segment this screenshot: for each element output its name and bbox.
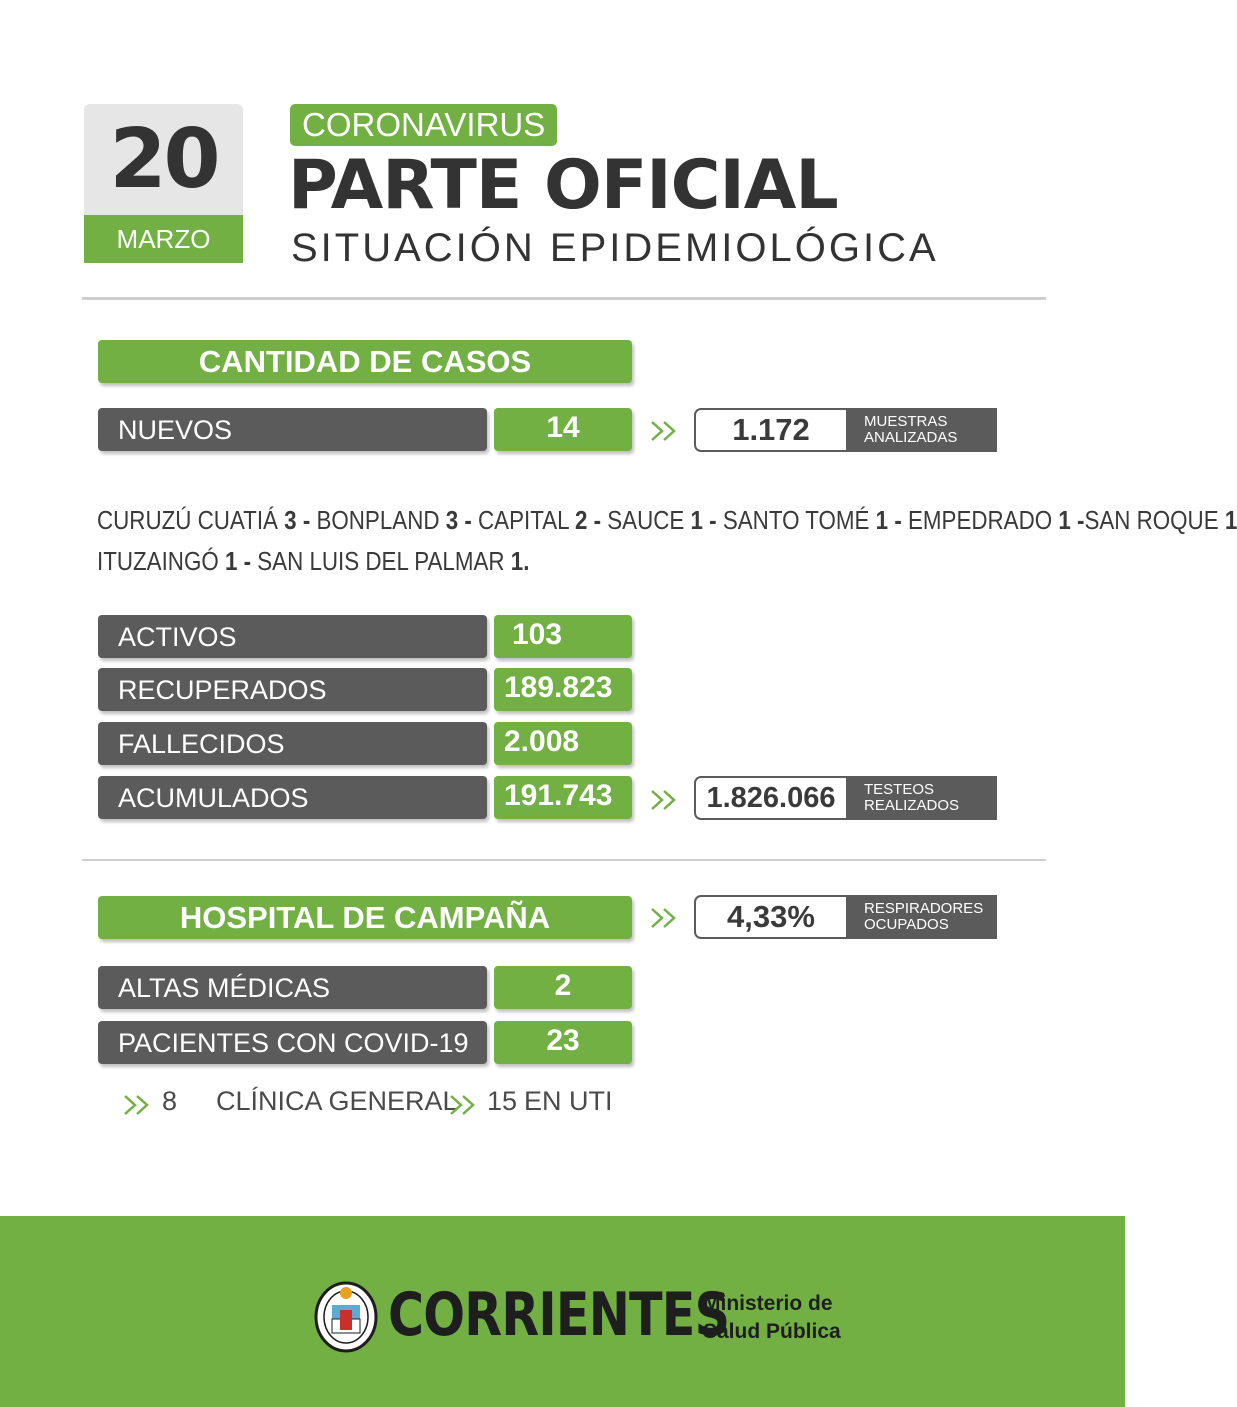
brand-wordmark: CORRIENTES: [388, 1280, 730, 1350]
ministry-line2: Salud Pública: [703, 1320, 841, 1343]
page-subtitle: SITUACIÓN EPIDEMIOLÓGICA: [291, 226, 939, 270]
pacientes-value: 23: [494, 1021, 632, 1064]
uti-count: 15: [487, 1086, 518, 1116]
coronavirus-tag: CORONAVIRUS: [290, 104, 557, 146]
location-count: 3: [284, 505, 297, 535]
location-name: SANTO TOMÉ: [722, 505, 876, 535]
double-chevron-right-icon: [123, 1094, 151, 1116]
uti-label: EN UTI: [524, 1086, 613, 1116]
location-count: 1: [1224, 505, 1237, 535]
clinica-label: CLÍNICA GENERAL: [216, 1086, 458, 1116]
testeos-caption-line2: REALIZADOS: [864, 797, 960, 814]
acumulados-label: ACUMULADOS: [98, 776, 487, 819]
activos-value: 103: [494, 615, 632, 658]
recuperados-label: RECUPERADOS: [98, 668, 487, 711]
double-chevron-right-icon: [650, 907, 678, 929]
location-count: 1: [875, 505, 889, 535]
location-name: BONPLAND: [316, 505, 446, 535]
provincial-seal-icon: [314, 1277, 378, 1353]
fallecidos-value: 2.008: [494, 722, 632, 765]
location-count: 3: [445, 505, 459, 535]
pacientes-label: PACIENTES CON COVID-19: [98, 1021, 487, 1064]
cases-banner: CANTIDAD DE CASOS: [98, 340, 632, 383]
location-count: 1: [1058, 505, 1071, 535]
testeos-box: [694, 776, 997, 820]
location-count: 1: [224, 546, 238, 576]
locations-line: [97, 541, 923, 582]
location-separator: -: [458, 505, 479, 535]
altas-value: 2: [494, 966, 632, 1009]
double-chevron-right-icon: [449, 1094, 477, 1116]
date-month: MARZO: [84, 215, 243, 263]
respiradores-value: 4,33%: [727, 899, 815, 934]
location-name: CURUZÚ CUATIÁ: [97, 505, 285, 535]
testeos-caption-line1: TESTEOS: [864, 781, 935, 798]
testeos-caption: [846, 776, 997, 820]
section-divider: [82, 859, 1046, 861]
location-count: 1: [690, 505, 703, 535]
date-badge: [84, 104, 243, 263]
location-separator: -: [587, 505, 608, 535]
location-separator: -: [888, 505, 908, 535]
muestras-value: 1.172: [732, 412, 810, 447]
recuperados-value: 189.823: [494, 668, 632, 711]
location-separator: -: [296, 505, 317, 535]
nuevos-value: 14: [494, 408, 632, 451]
muestras-caption: [846, 408, 997, 452]
respiradores-caption-line2: OCUPADOS: [864, 916, 949, 933]
activos-label: ACTIVOS: [98, 615, 487, 658]
double-chevron-right-icon: [650, 420, 678, 442]
testeos-value: 1.826.066: [706, 782, 836, 814]
double-chevron-right-icon: [650, 789, 678, 811]
location-name: SAUCE: [607, 505, 691, 535]
ministry-line1: Ministerio de: [703, 1292, 833, 1315]
location-separator: -: [237, 546, 258, 576]
location-name: CAPITAL: [478, 505, 575, 535]
respiradores-caption-line1: RESPIRADORES: [864, 900, 984, 917]
locations-list: [97, 500, 1237, 582]
muestras-box: [694, 408, 997, 452]
location-name: SAN LUIS DEL PALMAR: [257, 546, 511, 576]
muestras-caption-line2: ANALIZADAS: [864, 429, 958, 446]
page-title: PARTE OFICIAL: [288, 146, 838, 225]
hospital-banner: HOSPITAL DE CAMPAÑA: [98, 896, 632, 939]
location-count: 2: [574, 505, 588, 535]
location-separator: -: [1070, 505, 1085, 535]
location-separator: -: [702, 505, 723, 535]
respiradores-caption: [846, 895, 997, 939]
locations-line: [97, 500, 1237, 541]
respiradores-box: [694, 895, 997, 939]
nuevos-label: NUEVOS: [98, 408, 487, 451]
altas-label: ALTAS MÉDICAS: [98, 966, 487, 1009]
ministry-name: [703, 1290, 841, 1346]
clinica-count: 8: [162, 1086, 178, 1116]
fallecidos-label: FALLECIDOS: [98, 722, 487, 765]
location-name: SAN ROQUE: [1084, 505, 1225, 535]
location-name: EMPEDRADO: [907, 505, 1059, 535]
header-divider: [82, 297, 1046, 300]
date-day: 20: [109, 112, 218, 207]
muestras-caption-line1: MUESTRAS: [864, 413, 948, 430]
location-name: ITUZAINGÓ: [97, 546, 225, 576]
acumulados-value: 191.743: [494, 776, 632, 819]
location-count: 1.: [510, 546, 530, 576]
